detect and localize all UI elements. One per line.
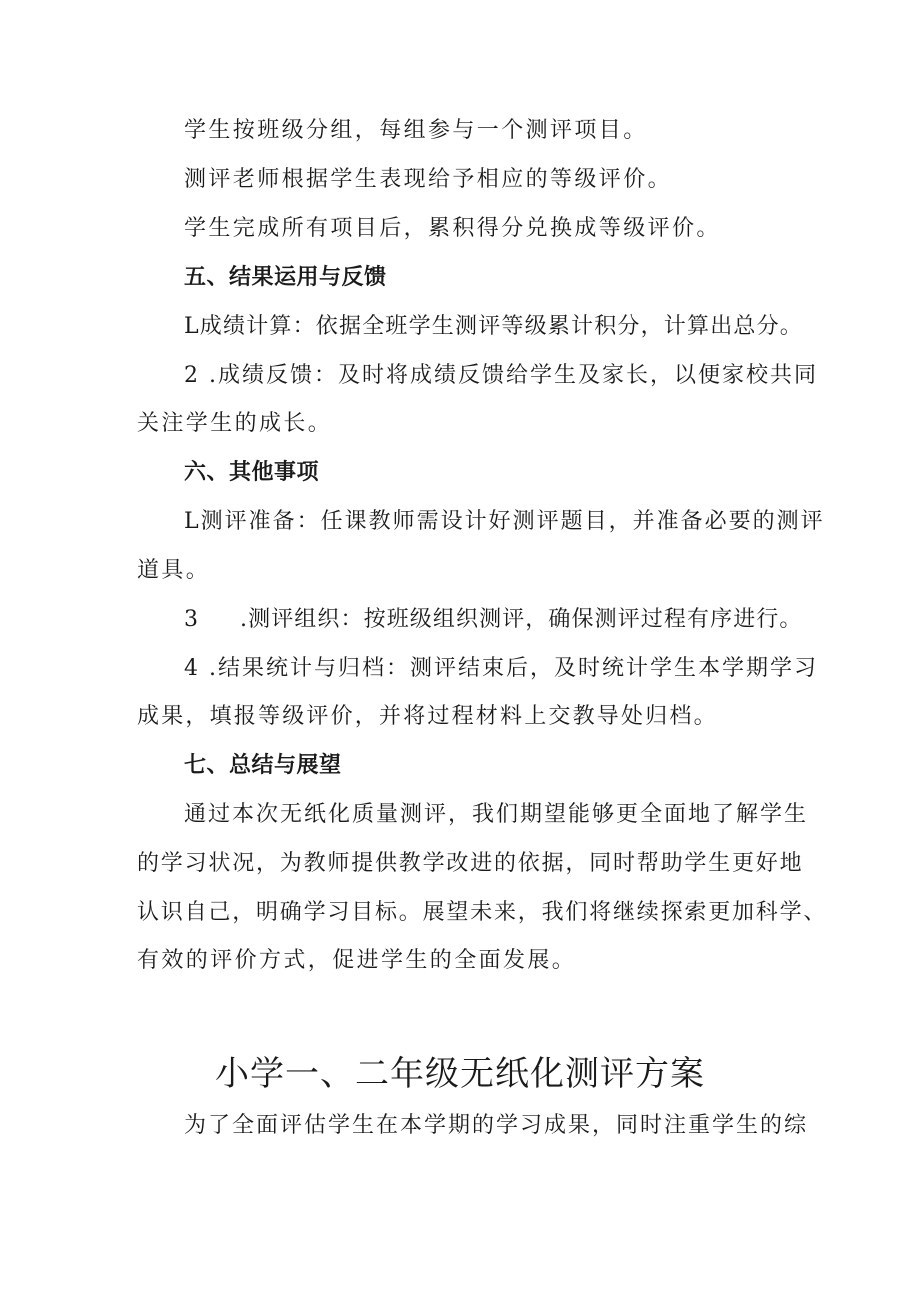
section-heading-other: 六、其他事项 <box>184 460 320 485</box>
section-heading-summary: 七、总结与展望 <box>184 753 342 778</box>
intro-line-1: 为了全面评估学生在本学期的学习成果，同时注重学生的综 <box>184 1113 809 1138</box>
other-item-1-line-2: 道具。 <box>137 558 211 583</box>
results-item-2-line-2: 关注学生的成长。 <box>137 411 333 436</box>
other-item-4-line-1: 4 .结果统计与归档：测评结束后，及时统计学生本学期学习 <box>184 656 818 681</box>
summary-para-line-3: 认识自己，明确学习目标。展望未来，我们将继续探索更加科学、 <box>137 900 828 925</box>
other-item-3-number: 3 <box>184 607 201 632</box>
summary-para-line-1: 通过本次无纸化质量测评，我们期望能够更全面地了解学生 <box>184 802 809 827</box>
results-item-2-line-1: 2 .成绩反馈：及时将成绩反馈给学生及家长，以便家校共同 <box>184 363 818 388</box>
summary-para-line-4: 有效的评价方式，促进学生的全面发展。 <box>137 948 577 973</box>
procedure-line-1: 学生按班级分组，每组参与一个测评项目。 <box>184 118 648 143</box>
document-title: 小学一、二年级无纸化测评方案 <box>215 1054 705 1094</box>
other-item-3-text: .测评组织：按班级组织测评，确保测评过程有序进行。 <box>240 607 803 632</box>
other-item-4-line-2: 成果，填报等级评价，并将过程材料上交教导处归档。 <box>137 704 718 729</box>
summary-para-line-2: 的学习状况，为教师提供教学改进的依据，同时帮助学生更好地 <box>137 851 804 876</box>
procedure-line-3: 学生完成所有项目后，累积得分兑换成等级评价。 <box>184 216 721 241</box>
results-item-1: L成绩计算：依据全班学生测评等级累计积分，计算出总分。 <box>184 314 804 339</box>
section-heading-results: 五、结果运用与反馈 <box>184 265 387 290</box>
procedure-line-2: 测评老师根据学生表现给予相应的等级评价。 <box>184 167 673 192</box>
other-item-1-line-1: L测评准备：任课教师需设计好测评题目，并准备必要的测评 <box>184 509 825 534</box>
